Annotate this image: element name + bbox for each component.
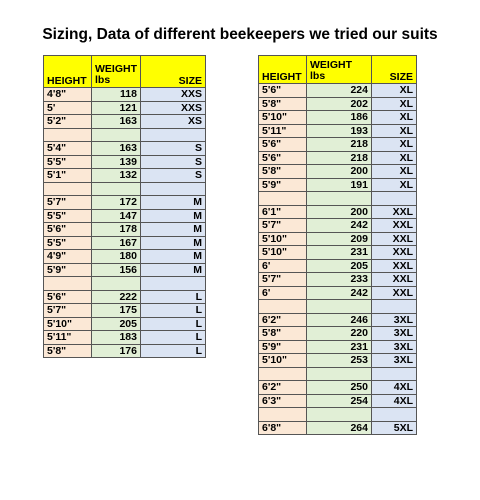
height-cell: 5'5" — [44, 236, 92, 250]
table-row — [259, 354, 417, 368]
size-cell: XXL — [372, 219, 417, 233]
weight-cell: 121 — [92, 101, 141, 115]
table-row — [44, 101, 206, 115]
sizing-table-right — [258, 55, 417, 435]
table-row — [259, 165, 417, 179]
table-row — [259, 259, 417, 273]
height-cell: 5'8" — [44, 344, 92, 358]
weight-cell: 202 — [307, 97, 372, 111]
height-cell: 5'6" — [44, 223, 92, 237]
height-cell: 5'2" — [44, 115, 92, 129]
size-cell — [372, 408, 417, 422]
size-cell: S — [141, 169, 206, 183]
weight-cell: 176 — [92, 344, 141, 358]
size-cell: M — [141, 196, 206, 210]
table-row — [44, 169, 206, 183]
table-row — [259, 124, 417, 138]
table-row — [44, 155, 206, 169]
weight-cell: 200 — [307, 205, 372, 219]
weight-cell: 200 — [307, 165, 372, 179]
height-cell: 5'11" — [44, 331, 92, 345]
table-row — [259, 232, 417, 246]
size-cell: XXS — [141, 88, 206, 102]
weight-cell: 253 — [307, 354, 372, 368]
table-row — [259, 300, 417, 314]
weight-cell: 250 — [307, 381, 372, 395]
table-row — [259, 394, 417, 408]
height-cell: 6' — [259, 259, 307, 273]
height-cell: 5'4" — [44, 142, 92, 156]
size-cell: L — [141, 331, 206, 345]
height-cell — [44, 182, 92, 196]
weight-cell: 220 — [307, 327, 372, 341]
weight-cell: 172 — [92, 196, 141, 210]
table-row — [259, 340, 417, 354]
table-row — [44, 209, 206, 223]
weight-cell — [92, 277, 141, 291]
weight-cell: 132 — [92, 169, 141, 183]
weight-cell: 246 — [307, 313, 372, 327]
size-cell: XXL — [372, 286, 417, 300]
size-cell: S — [141, 155, 206, 169]
weight-cell: 118 — [92, 88, 141, 102]
table-row — [44, 263, 206, 277]
weight-cell: 139 — [92, 155, 141, 169]
size-cell: M — [141, 223, 206, 237]
height-cell: 5'8" — [259, 97, 307, 111]
weight-cell: 224 — [307, 84, 372, 98]
weight-cell: 233 — [307, 273, 372, 287]
height-cell: 5'10" — [259, 111, 307, 125]
size-cell: L — [141, 290, 206, 304]
size-cell: XL — [372, 165, 417, 179]
size-cell: XXL — [372, 259, 417, 273]
weight-cell: 167 — [92, 236, 141, 250]
table-row — [44, 304, 206, 318]
size-cell — [141, 128, 206, 142]
height-cell: 5'10" — [259, 354, 307, 368]
table-row — [44, 290, 206, 304]
size-cell: XXL — [372, 205, 417, 219]
height-cell: 5'1" — [44, 169, 92, 183]
table-row — [259, 84, 417, 98]
size-cell: XL — [372, 151, 417, 165]
weight-cell: 205 — [92, 317, 141, 331]
height-cell: 6'2" — [259, 381, 307, 395]
size-cell — [372, 300, 417, 314]
table-row — [44, 196, 206, 210]
weight-cell: 254 — [307, 394, 372, 408]
table-row — [44, 277, 206, 291]
weight-cell: 222 — [92, 290, 141, 304]
weight-cell: 209 — [307, 232, 372, 246]
size-cell: 3XL — [372, 354, 417, 368]
size-cell: M — [141, 236, 206, 250]
height-cell: 5'11" — [259, 124, 307, 138]
header-height: HEIGHT — [259, 56, 307, 84]
height-cell: 5'6" — [259, 138, 307, 152]
size-cell: 3XL — [372, 313, 417, 327]
weight-cell: 218 — [307, 151, 372, 165]
height-cell: 5'10" — [44, 317, 92, 331]
table-row — [259, 97, 417, 111]
table-row — [259, 273, 417, 287]
table-row — [259, 246, 417, 260]
size-cell: XL — [372, 124, 417, 138]
header-weight-unit: lbs — [310, 69, 326, 82]
weight-cell: 156 — [92, 263, 141, 277]
height-cell: 5'7" — [259, 219, 307, 233]
size-cell: L — [141, 317, 206, 331]
weight-cell — [307, 192, 372, 206]
weight-cell: 147 — [92, 209, 141, 223]
sizing-table-left — [43, 55, 206, 358]
table-row — [259, 421, 417, 435]
weight-cell: 180 — [92, 250, 141, 264]
weight-cell: 178 — [92, 223, 141, 237]
table-row — [44, 331, 206, 345]
height-cell — [259, 192, 307, 206]
header-weight — [92, 56, 141, 88]
size-cell: XL — [372, 178, 417, 192]
height-cell — [259, 367, 307, 381]
height-cell: 5'5" — [44, 209, 92, 223]
weight-cell — [307, 408, 372, 422]
height-cell: 5'9" — [259, 340, 307, 354]
height-cell: 6'2" — [259, 313, 307, 327]
height-cell: 5'9" — [44, 263, 92, 277]
table-row — [44, 128, 206, 142]
height-cell — [44, 128, 92, 142]
size-cell — [372, 367, 417, 381]
table-row — [44, 344, 206, 358]
height-cell: 5'9" — [259, 178, 307, 192]
table-row — [259, 178, 417, 192]
weight-cell: 175 — [92, 304, 141, 318]
height-cell: 5'8" — [259, 165, 307, 179]
header-weight-label: WEIGHT — [95, 62, 137, 75]
header-size: SIZE — [372, 56, 417, 84]
size-cell: XS — [141, 115, 206, 129]
weight-cell — [92, 182, 141, 196]
height-cell: 4'9" — [44, 250, 92, 264]
height-cell: 5' — [44, 101, 92, 115]
header-size: SIZE — [141, 56, 206, 88]
height-cell: 4'8" — [44, 88, 92, 102]
weight-cell: 183 — [92, 331, 141, 345]
weight-cell: 205 — [307, 259, 372, 273]
table-row — [259, 286, 417, 300]
height-cell — [44, 277, 92, 291]
weight-cell: 231 — [307, 246, 372, 260]
table-row — [259, 205, 417, 219]
size-cell: XL — [372, 138, 417, 152]
table-row — [259, 313, 417, 327]
size-cell — [372, 192, 417, 206]
size-cell: 3XL — [372, 327, 417, 341]
table-row — [259, 151, 417, 165]
table-row — [259, 219, 417, 233]
height-cell: 5'7" — [44, 196, 92, 210]
weight-cell — [307, 367, 372, 381]
header-weight-label: WEIGHT — [310, 58, 352, 71]
height-cell: 6' — [259, 286, 307, 300]
size-cell: L — [141, 344, 206, 358]
table-row — [44, 115, 206, 129]
table-row — [259, 367, 417, 381]
size-cell: M — [141, 250, 206, 264]
table-row — [44, 250, 206, 264]
weight-cell: 163 — [92, 142, 141, 156]
height-cell: 6'3" — [259, 394, 307, 408]
size-cell: M — [141, 209, 206, 223]
height-cell: 5'6" — [259, 151, 307, 165]
size-cell: 4XL — [372, 394, 417, 408]
size-cell: 4XL — [372, 381, 417, 395]
weight-cell: 242 — [307, 219, 372, 233]
table-row — [259, 381, 417, 395]
weight-cell — [92, 128, 141, 142]
weight-cell: 163 — [92, 115, 141, 129]
table-header-row — [44, 56, 206, 88]
weight-cell: 242 — [307, 286, 372, 300]
table-row — [44, 182, 206, 196]
height-cell — [259, 408, 307, 422]
size-cell: M — [141, 263, 206, 277]
table-row — [44, 317, 206, 331]
table-header-row — [259, 56, 417, 84]
size-cell: XL — [372, 97, 417, 111]
table-row — [259, 408, 417, 422]
height-cell: 5'10" — [259, 246, 307, 260]
height-cell: 5'7" — [259, 273, 307, 287]
height-cell: 6'1" — [259, 205, 307, 219]
table-row — [259, 111, 417, 125]
size-cell: S — [141, 142, 206, 156]
table-row — [259, 192, 417, 206]
header-weight — [307, 56, 372, 84]
height-cell: 5'6" — [259, 84, 307, 98]
height-cell: 6'8" — [259, 421, 307, 435]
weight-cell: 218 — [307, 138, 372, 152]
weight-cell: 231 — [307, 340, 372, 354]
height-cell: 5'7" — [44, 304, 92, 318]
table-row — [259, 327, 417, 341]
height-cell: 5'6" — [44, 290, 92, 304]
weight-cell: 193 — [307, 124, 372, 138]
size-cell — [141, 277, 206, 291]
size-cell — [141, 182, 206, 196]
table-row — [259, 138, 417, 152]
table-row — [44, 223, 206, 237]
height-cell — [259, 300, 307, 314]
weight-cell — [307, 300, 372, 314]
size-cell: XXL — [372, 273, 417, 287]
size-cell: XXS — [141, 101, 206, 115]
size-cell: XL — [372, 84, 417, 98]
height-cell: 5'10" — [259, 232, 307, 246]
size-cell: 3XL — [372, 340, 417, 354]
height-cell: 5'8" — [259, 327, 307, 341]
height-cell: 5'5" — [44, 155, 92, 169]
size-cell: XXL — [372, 246, 417, 260]
table-row — [44, 142, 206, 156]
weight-cell: 191 — [307, 178, 372, 192]
weight-cell: 264 — [307, 421, 372, 435]
size-cell: 5XL — [372, 421, 417, 435]
table-row — [44, 88, 206, 102]
header-height: HEIGHT — [44, 56, 92, 88]
size-cell: XL — [372, 111, 417, 125]
header-weight-unit: lbs — [95, 73, 111, 86]
size-cell: L — [141, 304, 206, 318]
table-row — [44, 236, 206, 250]
page-title: Sizing, Data of different beekeepers we tried our suits — [42, 26, 438, 43]
size-cell: XXL — [372, 232, 417, 246]
weight-cell: 186 — [307, 111, 372, 125]
